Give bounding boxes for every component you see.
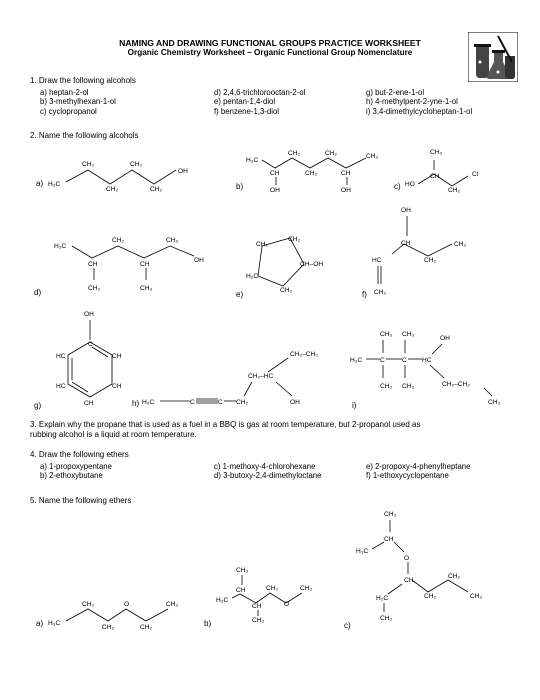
atom-label: CH₂ bbox=[288, 150, 301, 157]
atom-label: OH bbox=[290, 399, 300, 406]
q4-item: a) 1-propoxypentane bbox=[40, 462, 112, 471]
atom-label: CH₃ bbox=[300, 585, 313, 592]
atom-label: CH bbox=[404, 577, 414, 584]
q1-prompt: 1. Draw the following alcohols bbox=[30, 76, 136, 85]
atom-label: CH₃ bbox=[140, 285, 153, 292]
atom-label: CH₂ bbox=[424, 257, 437, 264]
structure-2c bbox=[394, 149, 479, 194]
q2-prompt: 2. Name the following alcohols bbox=[30, 131, 139, 140]
atom-label: O bbox=[404, 555, 410, 562]
item-letter: c) bbox=[344, 621, 351, 630]
atom-label: C bbox=[218, 399, 223, 406]
item-letter: a) bbox=[36, 619, 44, 628]
atom-label: CH bbox=[270, 170, 280, 177]
item-letter: a) bbox=[36, 179, 44, 188]
atom-label: CH₂ bbox=[112, 237, 125, 244]
item-letter: c) bbox=[394, 182, 401, 191]
atom-label: CH₂ bbox=[236, 399, 249, 406]
structure-5a bbox=[36, 601, 179, 631]
atom-label: CH₂ bbox=[140, 624, 153, 631]
atom-label: C bbox=[88, 341, 93, 348]
atom-label: H₃C bbox=[216, 597, 229, 604]
atom-label: CH₂–CH₃ bbox=[290, 351, 318, 358]
atom-label: CH₂ bbox=[166, 237, 179, 244]
item-letter: h) bbox=[132, 399, 140, 408]
atom-label: CH₃ bbox=[366, 153, 379, 160]
atom-label: H₃C bbox=[356, 548, 369, 555]
atom-label: C bbox=[190, 399, 195, 406]
q5-prompt: 5. Name the following ethers bbox=[30, 496, 132, 505]
atom-label: CH₂ bbox=[266, 585, 279, 592]
atom-label: CH bbox=[140, 261, 150, 268]
q4-item: d) 3-butoxy-2,4-dimethyloctane bbox=[214, 471, 322, 481]
atom-label: CH bbox=[401, 240, 411, 247]
atom-label: H₃C bbox=[246, 157, 259, 164]
structure-2e bbox=[236, 236, 323, 299]
q3-line-2: rubbing alcohol is a liquid at room temperature. bbox=[30, 430, 197, 439]
q1-item: c) cyclopropanol bbox=[40, 106, 97, 116]
atom-label: CH₂ bbox=[150, 186, 163, 193]
atom-label: H₃C bbox=[48, 181, 61, 188]
structure-2f bbox=[362, 207, 467, 299]
atom-label: CH₂ bbox=[325, 150, 338, 157]
atom-label: CH₂ bbox=[106, 186, 119, 193]
atom-label: CH bbox=[236, 587, 246, 594]
atom-label: CH₂ bbox=[256, 241, 269, 248]
item-letter: g) bbox=[34, 401, 42, 410]
q1-item: e) pentan-1,4-diol bbox=[214, 97, 276, 107]
atom-label: CH₃ bbox=[380, 383, 393, 390]
structure-2g bbox=[34, 311, 122, 410]
q4-item: c) 1-methoxy-4-chlorohexane bbox=[214, 462, 316, 471]
atom-label: CH₂ bbox=[102, 624, 115, 631]
structure-5c bbox=[344, 511, 483, 630]
atom-label: OH bbox=[84, 311, 94, 318]
atom-label: CH₃ bbox=[488, 399, 501, 406]
atom-label: HC bbox=[372, 257, 382, 264]
item-letter: f) bbox=[362, 290, 367, 299]
atom-label: CH₂ bbox=[130, 161, 143, 168]
q1-item: d) 2,4,6-trichlorooctan-2-ol bbox=[214, 88, 306, 97]
atom-label: CH bbox=[84, 400, 94, 407]
q3-line-1: 3. Explain why the propane that is used as a fuel in a BBQ is gas at room temperature, but 2-propanol used as bbox=[30, 420, 421, 429]
atom-label: CH bbox=[341, 170, 351, 177]
atom-label: H₃C bbox=[142, 399, 155, 406]
atom-label: CH₃ bbox=[402, 383, 415, 390]
q4-item: b) 2-ethoxybutane bbox=[40, 471, 103, 481]
atom-label: CH₃ bbox=[430, 149, 443, 156]
structure-2i bbox=[350, 331, 501, 410]
atom-label: CH₃ bbox=[236, 567, 249, 574]
atom-label: CH₃ bbox=[380, 331, 393, 338]
item-letter: e) bbox=[236, 290, 244, 299]
atom-label: OH bbox=[194, 257, 204, 264]
atom-label: CH₂ bbox=[448, 573, 461, 580]
atom-label: HO bbox=[405, 181, 415, 188]
q4-prompt: 4. Draw the following ethers bbox=[30, 450, 129, 459]
item-letter: d) bbox=[34, 288, 42, 297]
q4-item: f) 1-ethoxycyclopentane bbox=[366, 471, 449, 481]
atom-label: CH₃ bbox=[88, 285, 101, 292]
item-letter: b) bbox=[204, 619, 212, 628]
atom-label: CH₃ bbox=[252, 617, 265, 624]
atom-label: H₃C bbox=[350, 357, 363, 364]
atom-label: CH₃ bbox=[470, 593, 483, 600]
atom-label: CH bbox=[112, 383, 122, 390]
q1-item: f) benzene-1,3-diol bbox=[214, 106, 280, 116]
atom-label: CH₂–CH₂ bbox=[442, 381, 470, 388]
worksheet-subtitle: Organic Chemistry Worksheet – Organic Functional Group Nomenclature bbox=[127, 48, 413, 57]
atom-label: OH bbox=[440, 335, 450, 342]
q1-item: g) but-2-ene-1-ol bbox=[366, 88, 425, 97]
atom-label: H₂C bbox=[376, 595, 389, 602]
structure-2a bbox=[36, 161, 188, 193]
atom-label: OH bbox=[401, 207, 411, 214]
atom-label: CH bbox=[88, 261, 98, 268]
structure-2b bbox=[236, 150, 379, 194]
atom-label: CH bbox=[384, 536, 394, 543]
atom-label: CH₃ bbox=[402, 331, 415, 338]
atom-label: CH₂ bbox=[424, 593, 437, 600]
atom-label: H₂C bbox=[246, 273, 259, 280]
structure-5b bbox=[204, 567, 313, 628]
atom-label: Cl bbox=[472, 171, 479, 178]
atom-label: CH–OH bbox=[300, 261, 324, 268]
q1-item: b) 3-methylhexan-1-ol bbox=[40, 97, 116, 107]
q1-item: i) 3,4-dimethylcycloheptan-1-ol bbox=[366, 106, 473, 116]
atom-label: HC bbox=[422, 357, 432, 364]
atom-label: CH₂ bbox=[305, 170, 318, 177]
atom-label: O bbox=[124, 601, 130, 608]
atom-label: CH₂ bbox=[280, 287, 293, 294]
q4-item: e) 2-propoxy-4-phenylheptane bbox=[366, 462, 471, 471]
atom-label: CH₂–HC bbox=[248, 373, 274, 380]
atom-label: C bbox=[402, 357, 407, 364]
atom-label: H₃C bbox=[54, 243, 67, 250]
atom-label: CH₂ bbox=[288, 236, 301, 243]
atom-label: OH bbox=[270, 187, 280, 194]
q1-item: h) 4-methylpent-2-yne-1-ol bbox=[366, 97, 458, 107]
structure-2d bbox=[34, 237, 204, 297]
atom-label: CH₃ bbox=[166, 601, 179, 608]
atom-label: CH₃ bbox=[380, 615, 393, 622]
atom-label: CH₂ bbox=[448, 187, 461, 194]
q1-item: a) heptan-2-ol bbox=[40, 88, 89, 97]
atom-label: CH bbox=[112, 353, 122, 360]
atom-label: OH bbox=[178, 168, 188, 175]
atom-label: H₃C bbox=[48, 620, 61, 627]
atom-label: CH₂ bbox=[374, 289, 387, 296]
atom-label: O bbox=[284, 601, 290, 608]
item-letter: b) bbox=[236, 182, 244, 191]
item-letter: i) bbox=[352, 401, 357, 410]
worksheet-title: NAMING AND DRAWING FUNCTIONAL GROUPS PRACTICE WORKSHEET bbox=[119, 38, 421, 48]
atom-label: CH₂ bbox=[82, 161, 95, 168]
atom-label: CH bbox=[252, 603, 262, 610]
atom-label: CH bbox=[430, 173, 440, 180]
atom-label: OH bbox=[341, 187, 351, 194]
structure-2h bbox=[132, 351, 318, 408]
atom-label: CH₃ bbox=[454, 241, 467, 248]
atom-label: CH₃ bbox=[384, 511, 397, 518]
atom-label: HC bbox=[56, 353, 66, 360]
atom-label: CH₂ bbox=[82, 601, 95, 608]
atom-label: HC bbox=[56, 383, 66, 390]
atom-label: C bbox=[380, 357, 385, 364]
